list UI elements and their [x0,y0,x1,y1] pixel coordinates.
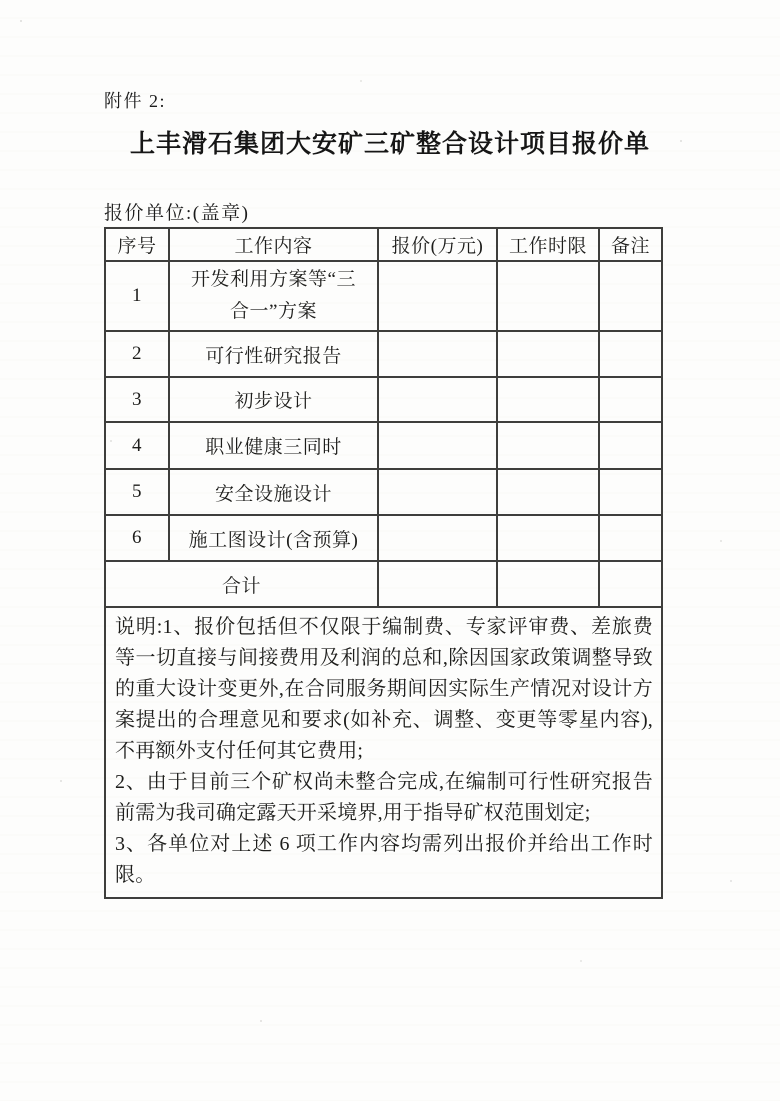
total-remark-cell [599,561,662,607]
remark-cell [599,515,662,561]
table-row-1 [105,261,662,331]
document-title: 上丰滑石集团大安矿三矿整合设计项目报价单 [129,130,650,158]
table-row-5 [105,469,662,515]
quote-value-cell [378,469,497,515]
time-limit-cell [497,422,599,469]
work-content-cell: 可行性研究报告 [169,331,378,377]
quotation-table [104,227,663,899]
work-content-cell: 施工图设计(含预算) [169,515,378,561]
quote-value-cell [378,515,497,561]
attachment-label: 附件 2: [104,91,167,111]
table-header-row [105,228,662,261]
column-header-remark: 备注 [599,228,662,261]
total-quote-cell [378,561,497,607]
column-header-no: 序号 [105,228,169,261]
row-number-cell: 5 [105,469,169,515]
column-header-quote: 报价(万元) [378,228,497,261]
table-row-6 [105,515,662,561]
quote-value-cell [378,261,497,331]
work-content-cell: 职业健康三同时 [169,422,378,469]
time-limit-cell [497,331,599,377]
remark-cell [599,261,662,331]
row-number-cell: 4 [105,422,169,469]
note-paragraph-1: 说明:1、报价包括但不仅限于编制费、专家评审费、差旅费等一切直接与间接费用及利润的总和,除因国家政策调整导致的重大设计变更外,在合同服务期间因实际生产情况对设计方案提出的合理意见和要求(如补充、调整、变更等零星内容),不再额外支付任何其它费用; [115,616,653,762]
time-limit-cell [497,377,599,422]
remark-cell [599,331,662,377]
row-number-cell: 3 [105,377,169,422]
quote-value-cell [378,377,497,422]
notes-cell [105,607,662,898]
table-row-3 [105,377,662,422]
quote-unit-seal-label: 报价单位:(盖章) [104,203,250,224]
note-paragraph-2: 2、由于目前三个矿权尚未整合完成,在编制可行性研究报告前需为我司确定露天开采境界,用于指导矿权范围划定; [115,771,653,824]
total-label-cell: 合计 [105,561,378,607]
work-content-cell: 初步设计 [169,377,378,422]
total-row [105,561,662,607]
note-paragraph-3: 3、各单位对上述 6 项工作内容均需列出报价并给出工作时限。 [115,833,653,886]
column-header-work-content: 工作内容 [169,228,378,261]
remark-cell [599,469,662,515]
notes-row [105,607,662,898]
column-header-time-limit: 工作时限 [497,228,599,261]
total-time-limit-cell [497,561,599,607]
time-limit-cell [497,261,599,331]
table-row-2 [105,331,662,377]
time-limit-cell [497,515,599,561]
row-number-cell: 1 [105,261,169,331]
quote-value-cell [378,422,497,469]
work-content-cell: 开发利用方案等“三合一”方案 [169,261,378,331]
time-limit-cell [497,469,599,515]
row-number-cell: 2 [105,331,169,377]
work-content-cell: 安全设施设计 [169,469,378,515]
row-number-cell: 6 [105,515,169,561]
quote-value-cell [378,331,497,377]
remark-cell [599,422,662,469]
table-row-4 [105,422,662,469]
remark-cell [599,377,662,422]
